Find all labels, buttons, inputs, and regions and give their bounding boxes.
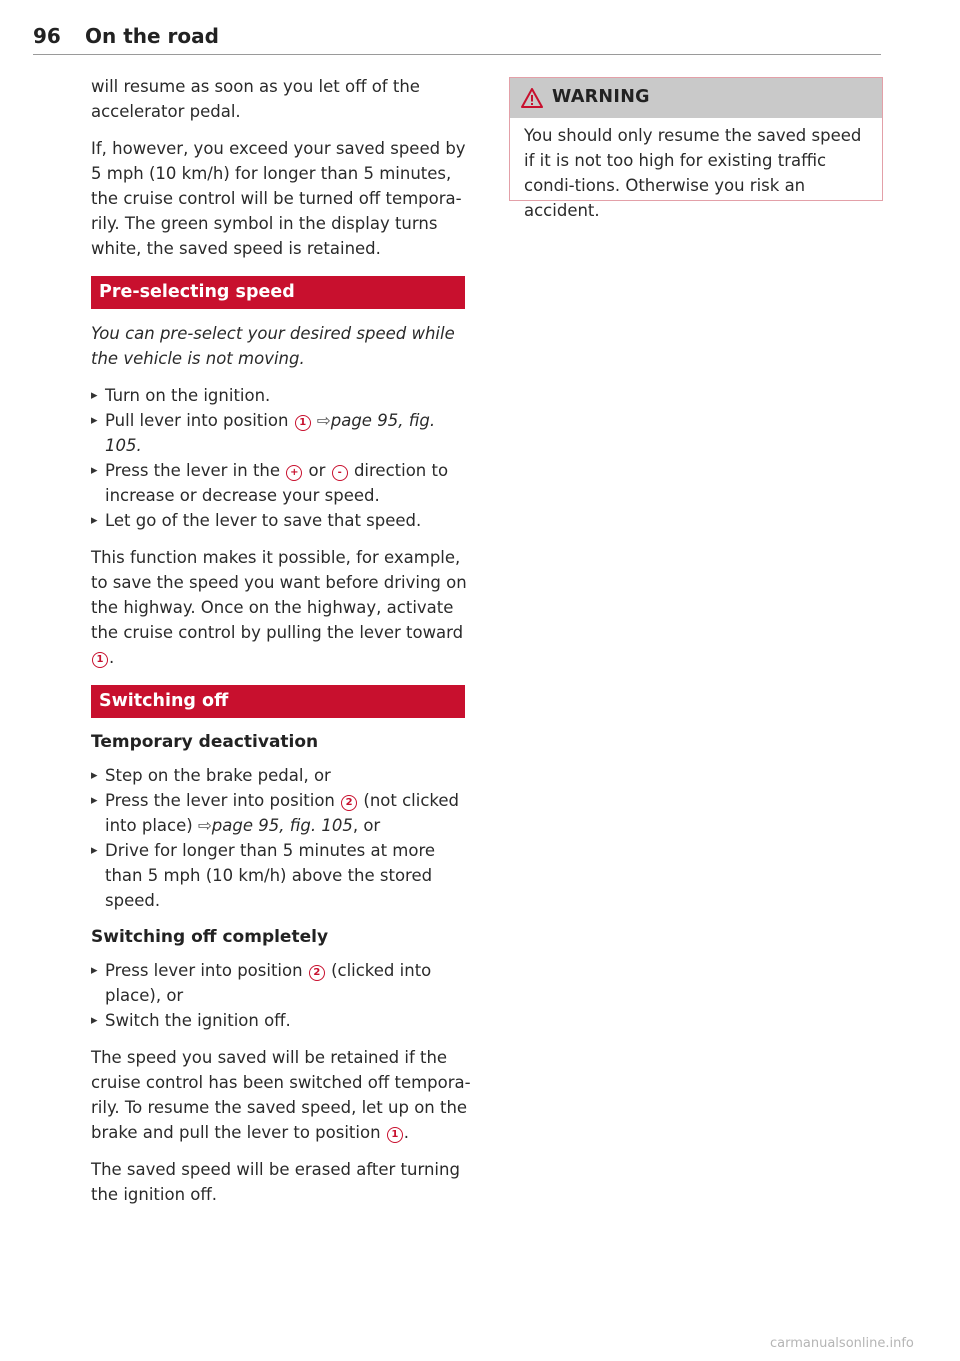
step-text: direction to increase or decrease your speed. xyxy=(105,461,449,505)
position-2-icon: 2 xyxy=(341,795,357,811)
preselect-intro: You can pre-select your desired speed while the vehicle is not moving. xyxy=(91,324,455,368)
section-heading-switching-off: Switching off xyxy=(91,685,465,718)
step-text: (not clicked into place) xyxy=(105,791,459,835)
list-item xyxy=(91,958,471,1008)
list-item xyxy=(91,408,471,458)
step-text: Press lever into position xyxy=(105,961,303,980)
list-item xyxy=(91,763,471,788)
preselect-paragraph xyxy=(91,545,471,670)
erased-speed-paragraph: The saved speed will be erased after turning the ignition off. xyxy=(91,1160,460,1204)
page-header xyxy=(33,24,881,55)
warning-box xyxy=(509,77,883,220)
step-text: Turn on the ignition. xyxy=(105,386,271,405)
page-number: 96 xyxy=(33,24,61,48)
step-text: or xyxy=(308,461,326,480)
step-text: Drive for longer than 5 minutes at more than 5 mph (10 km/h) above the stored speed. xyxy=(105,841,436,910)
section-heading-preselect: Pre-selecting speed xyxy=(91,276,465,309)
preselect-steps xyxy=(91,383,471,533)
temporary-steps xyxy=(91,763,471,913)
step-text: Press the lever into position xyxy=(105,791,335,810)
step-text: Let go of the lever to save that speed. xyxy=(105,511,422,530)
subheading-switching-off-completely: Switching off completely xyxy=(91,927,329,947)
retained-speed-paragraph xyxy=(91,1045,471,1145)
step-text: (clicked into place), or xyxy=(105,961,432,1005)
list-item xyxy=(91,838,471,913)
continuation-paragraph-1: will resume as soon as you let off of the accelerator pedal. xyxy=(91,77,420,121)
warning-title: WARNING xyxy=(552,87,650,107)
list-item xyxy=(91,458,471,508)
position-2-icon: 2 xyxy=(309,965,325,981)
page-ref-arrow-icon: ⇨ xyxy=(197,816,212,835)
subheading-temporary-deactivation: Temporary deactivation xyxy=(91,732,319,752)
step-text: Press the lever in the xyxy=(105,461,281,480)
chapter-title: On the road xyxy=(85,24,219,48)
position-1-icon: 1 xyxy=(387,1127,403,1143)
page-reference-link[interactable]: page 95, fig. 105 xyxy=(211,816,353,835)
minus-direction-icon: - xyxy=(332,465,348,481)
period: . xyxy=(403,1123,410,1142)
step-text: , or xyxy=(352,816,381,835)
paragraph-text: This function makes it possible, for example, to save the speed you want before driving on the highway. Once on the highway, activate the cruise control by pulling the lever toward xyxy=(91,548,467,642)
page-ref-arrow-icon: ⇨ xyxy=(316,411,331,430)
period: . xyxy=(109,648,115,667)
step-text: Pull lever into position xyxy=(105,411,289,430)
list-item xyxy=(91,788,471,838)
warning-header xyxy=(510,78,882,118)
warning-triangle-icon xyxy=(521,88,543,108)
paragraph-text: The speed you saved will be retained if the cruise control has been switched off tempora-rily. To resume the saved speed, let up on the brake and pull the lever to position xyxy=(91,1048,471,1142)
position-1-icon: 1 xyxy=(92,652,108,668)
step-text: Step on the brake pedal, or xyxy=(105,766,331,785)
list-item xyxy=(91,1008,471,1033)
position-1-icon: 1 xyxy=(295,415,311,431)
step-text: Switch the ignition off. xyxy=(105,1011,291,1030)
watermark: carmanualsonline.info xyxy=(770,1336,914,1351)
continuation-paragraph-2: If, however, you exceed your saved speed by 5 mph (10 km/h) for longer than 5 minutes, the cruise control will be turned off tempora-rily. The green symbol in the display turns white, the saved speed is retained. xyxy=(91,139,466,258)
page-reference-link[interactable]: page 95, fig. 105. xyxy=(105,411,436,455)
list-item xyxy=(91,508,471,533)
complete-steps xyxy=(91,958,471,1033)
plus-direction-icon: + xyxy=(286,465,302,481)
warning-text: You should only resume the saved speed if it is not too high for existing traffic condi-tions. Otherwise you risk an accident. xyxy=(524,126,862,220)
left-column xyxy=(91,74,471,1219)
list-item xyxy=(91,383,471,408)
